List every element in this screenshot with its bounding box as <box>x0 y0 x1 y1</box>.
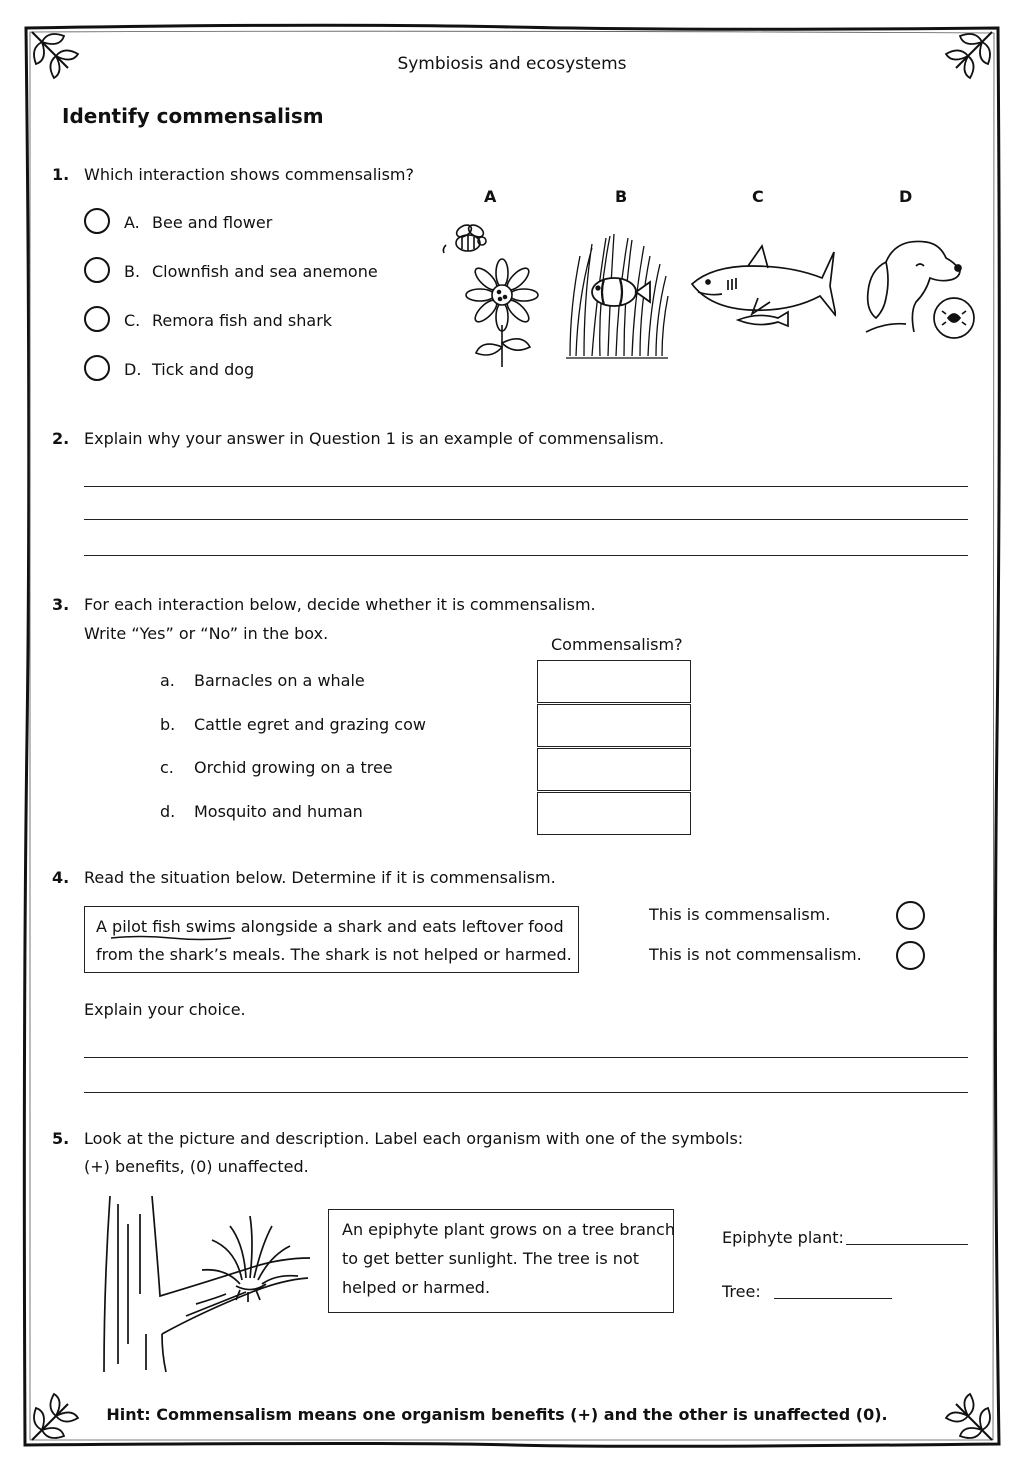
explain-prompt: Explain your choice. <box>84 1000 246 1019</box>
item-letter: c. <box>160 758 174 777</box>
picture-label: B <box>615 187 628 206</box>
choice-radio[interactable] <box>896 941 925 970</box>
column-header: Commensalism? <box>551 635 683 654</box>
item-text: Barnacles on a whale <box>194 671 365 690</box>
shark-and-remora-illustration <box>688 242 836 332</box>
answer-box[interactable] <box>537 792 691 835</box>
option-letter: A. <box>124 213 140 232</box>
epiphyte-answer-line[interactable] <box>846 1244 968 1245</box>
answer-line[interactable] <box>84 1092 968 1093</box>
description-text: to get better sunlight. The tree is not <box>342 1249 639 1268</box>
question-prompt: For each interaction below, decide whether it is commensalism. <box>84 595 596 614</box>
tree-and-epiphyte-illustration <box>96 1194 316 1374</box>
question-number: 2. <box>52 429 70 448</box>
question-instruction: Write “Yes” or “No” in the box. <box>84 624 329 643</box>
question-number: 3. <box>52 595 70 614</box>
description-text: An epiphyte plant grows on a tree branch <box>342 1220 675 1239</box>
answer-line[interactable] <box>84 555 968 556</box>
tree-label: Tree: <box>722 1282 761 1301</box>
section-heading: Identify commensalism <box>62 104 324 128</box>
item-letter: a. <box>160 671 175 690</box>
item-text: Orchid growing on a tree <box>194 758 393 777</box>
choice-label: This is commensalism. <box>649 905 831 924</box>
answer-radio[interactable] <box>84 306 110 332</box>
option-text: Bee and flower <box>152 213 273 232</box>
answer-radio[interactable] <box>84 257 110 283</box>
option-text: Clownfish and sea anemone <box>152 262 378 281</box>
answer-line[interactable] <box>84 519 968 520</box>
question-number: 5. <box>52 1129 70 1148</box>
option-text: Remora fish and shark <box>152 311 333 330</box>
bee-and-flower-illustration <box>440 215 550 370</box>
option-letter: C. <box>124 311 141 330</box>
question-number: 1. <box>52 165 70 184</box>
item-text: Mosquito and human <box>194 802 363 821</box>
option-text: Tick and dog <box>152 360 255 379</box>
question-prompt: Look at the picture and description. Label each organism with one of the symbols: <box>84 1129 744 1148</box>
choice-label: This is not commensalism. <box>649 945 862 964</box>
situation-text: from the shark’s meals. The shark is not helped or harmed. <box>96 945 572 964</box>
item-letter: b. <box>160 715 176 734</box>
answer-box[interactable] <box>537 748 691 791</box>
question-instruction: (+) benefits, (0) unaffected. <box>84 1157 309 1176</box>
answer-radio[interactable] <box>84 208 110 234</box>
question-prompt: Read the situation below. Determine if it is commensalism. <box>84 868 556 887</box>
answer-line[interactable] <box>84 486 968 487</box>
item-text: Cattle egret and grazing cow <box>194 715 426 734</box>
answer-line[interactable] <box>84 1057 968 1058</box>
answer-radio[interactable] <box>84 355 110 381</box>
item-letter: d. <box>160 802 176 821</box>
question-number: 4. <box>52 868 70 887</box>
hint-text: Hint: Commensalism means one organism benefits (+) and the other is unaffected (0). <box>106 1405 888 1424</box>
underline-mark <box>110 934 232 942</box>
clownfish-and-anemone-illustration <box>562 226 672 361</box>
question-prompt: Which interaction shows commensalism? <box>84 165 415 184</box>
choice-radio[interactable] <box>896 901 925 930</box>
picture-label: C <box>752 187 764 206</box>
dog-and-tick-illustration <box>856 232 980 342</box>
description-text: helped or harmed. <box>342 1278 491 1297</box>
tree-answer-line[interactable] <box>774 1298 892 1299</box>
answer-box[interactable] <box>537 660 691 703</box>
epiphyte-label: Epiphyte plant: <box>722 1228 844 1247</box>
situation-text: A pilot fish swims alongside a shark and eats leftover food <box>96 917 564 936</box>
worksheet-title: Symbiosis and ecosystems <box>397 54 627 74</box>
option-letter: B. <box>124 262 141 281</box>
option-letter: D. <box>124 360 142 379</box>
answer-box[interactable] <box>537 704 691 747</box>
picture-label: A <box>484 187 497 206</box>
picture-label: D <box>899 187 913 206</box>
question-prompt: Explain why your answer in Question 1 is an example of commensalism. <box>84 429 665 448</box>
